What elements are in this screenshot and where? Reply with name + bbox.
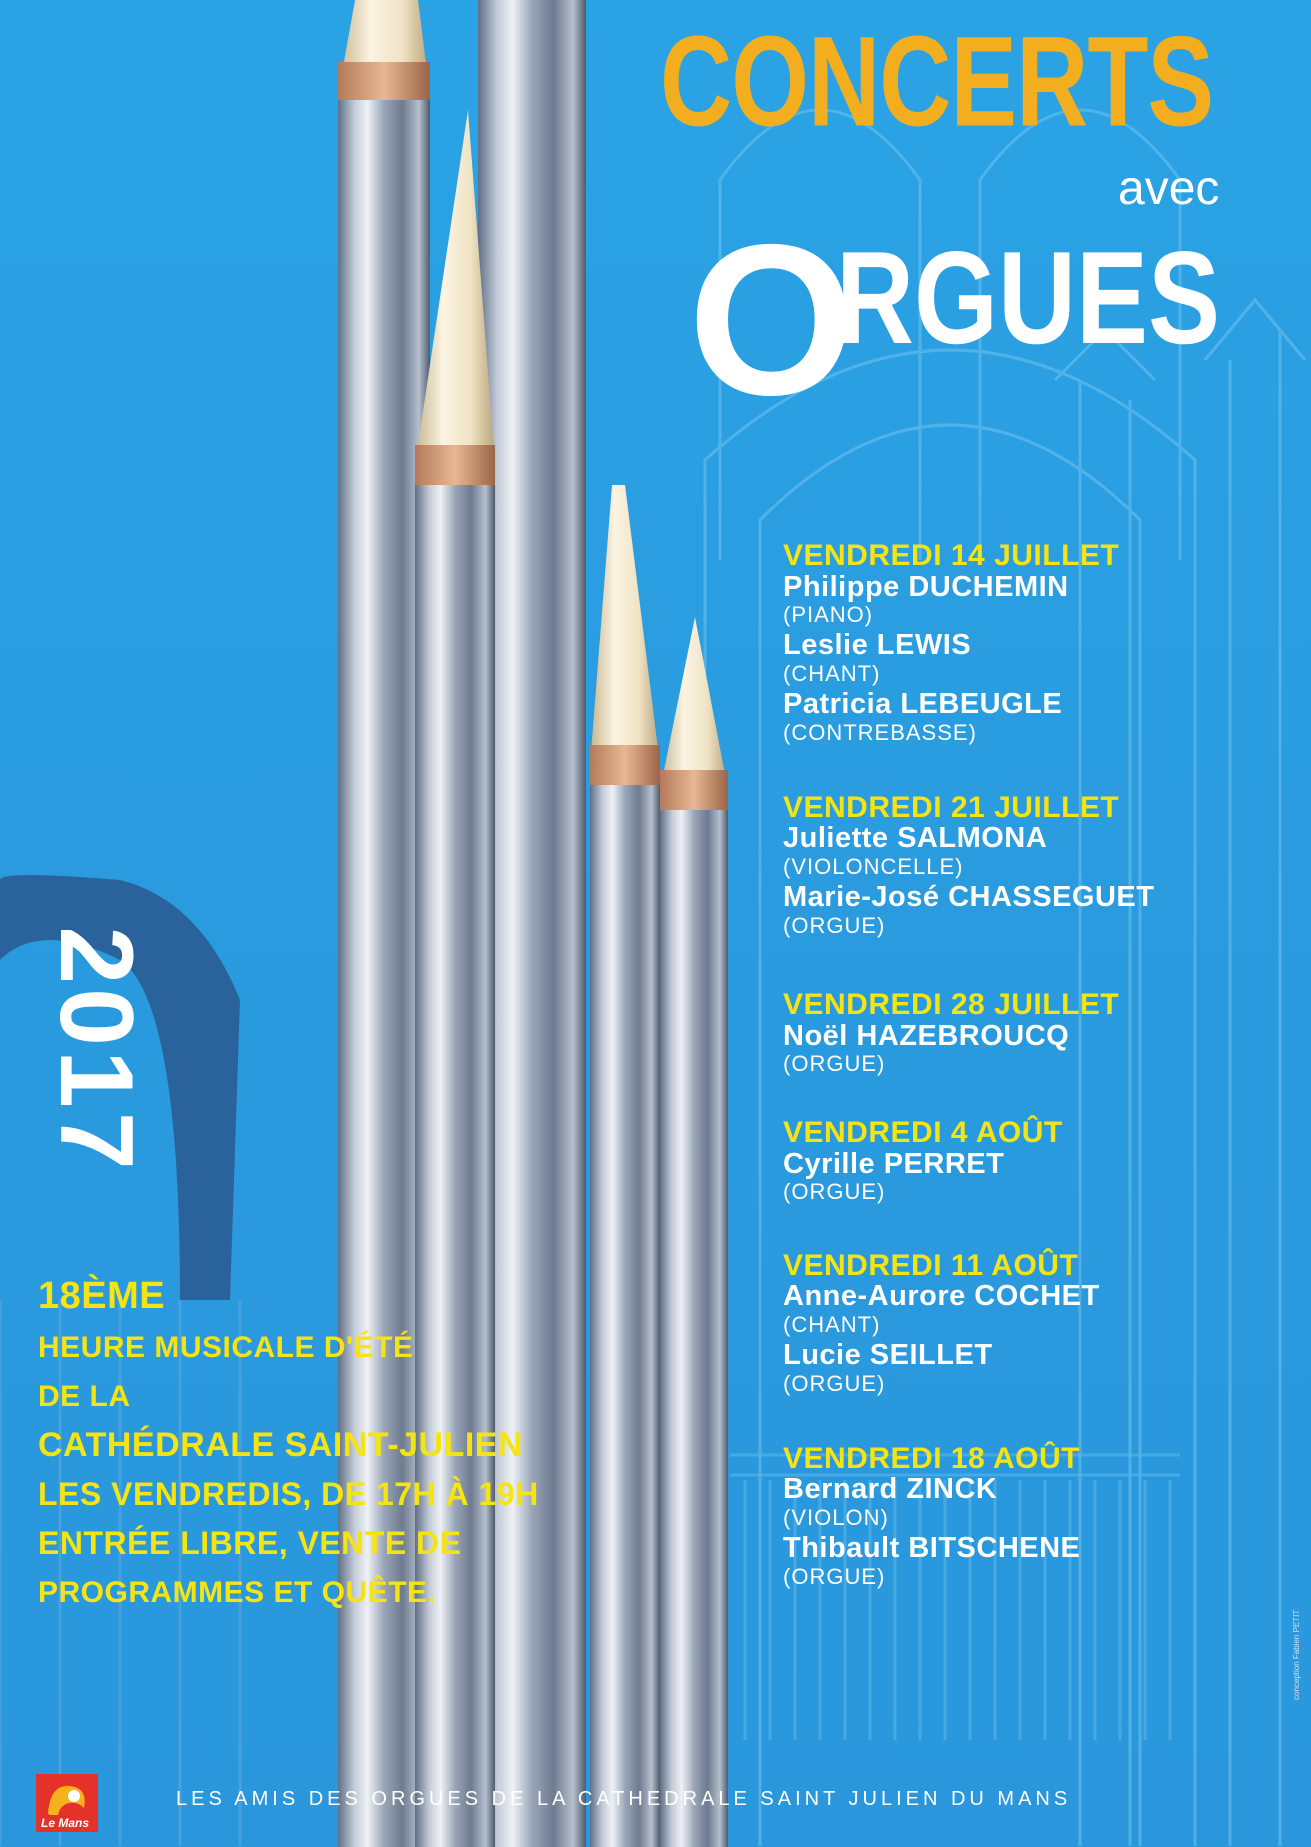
performer-role: (ORGUE)	[783, 1370, 886, 1396]
info-edition-text: 18ÈME	[38, 1275, 166, 1317]
performer-name: Lucie SEILLET	[783, 1339, 993, 1372]
performer-name: Bernard ZINCK	[783, 1473, 998, 1506]
info-line: ENTRÉE LIBRE, VENTE DE	[38, 1525, 462, 1561]
performer-name: Cyrille PERRET	[783, 1147, 1005, 1180]
event-11-aout	[783, 1250, 1293, 1397]
performer-role: (ORGUE)	[783, 1051, 886, 1077]
title-concerts: CONCERTS	[660, 10, 1214, 154]
performer-name: Marie-José CHASSEGUET	[783, 881, 1155, 914]
event-date: VENDREDI 4 AOÛT	[783, 1116, 1063, 1150]
title-avec: avec	[1118, 162, 1220, 215]
performer-role: (ORGUE)	[783, 1563, 886, 1589]
event-28-juillet	[783, 989, 1293, 1077]
performer-role: (CHANT)	[783, 1311, 881, 1337]
logo-text: Le Mans	[38, 1815, 92, 1831]
performer-role: (CONTREBASSE)	[783, 719, 977, 745]
info-line: HEURE MUSICALE D'ÉTÉ	[38, 1331, 414, 1364]
performer-role: (PIANO)	[783, 601, 874, 627]
performer-role: (CHANT)	[783, 660, 881, 686]
performer-name: Noël HAZEBROUCQ	[783, 1019, 1070, 1052]
performer-name: Thibault BITSCHENE	[783, 1532, 1081, 1565]
event-date: VENDREDI 28 JUILLET	[783, 988, 1120, 1022]
title-orgues-rest: RGUES	[836, 223, 1221, 372]
title-orgues-initial: O	[688, 199, 856, 440]
info-line: DE LA	[38, 1380, 131, 1413]
performer-role: (ORGUE)	[783, 912, 886, 938]
performer-name: Patricia LEBEUGLE	[783, 688, 1063, 721]
performer-role: (VIOLONCELLE)	[783, 853, 964, 879]
performer-name: Juliette SALMONA	[783, 822, 1048, 855]
performer-role: (ORGUE)	[783, 1179, 886, 1205]
year-vertical: 2017	[38, 926, 154, 1174]
info-edition	[38, 1272, 758, 1323]
design-credit: conception Fabien PETIT	[1292, 1609, 1301, 1700]
info-line: PROGRAMMES ET QUÊTE.	[38, 1576, 437, 1609]
event-21-juillet	[783, 792, 1293, 939]
event-info	[38, 1272, 758, 1617]
event-date: VENDREDI 18 AOÛT	[783, 1441, 1080, 1475]
event-date: VENDREDI 21 JUILLET	[783, 790, 1120, 824]
event-4-aout	[783, 1117, 1293, 1205]
performer-name: Leslie LEWIS	[783, 629, 972, 662]
event-18-aout	[783, 1443, 1293, 1590]
performer-name: Philippe DUCHEMIN	[783, 570, 1069, 603]
concert-program	[783, 540, 1293, 1592]
performer-role: (VIOLON)	[783, 1504, 889, 1530]
event-date: VENDREDI 14 JUILLET	[783, 539, 1120, 572]
event-14-juillet	[783, 540, 1293, 746]
info-line: CATHÉDRALE SAINT-JULIEN	[38, 1426, 523, 1464]
info-line: LES VENDREDIS, DE 17H À 19H	[38, 1476, 539, 1512]
event-date: VENDREDI 11 AOÛT	[783, 1248, 1079, 1282]
performer-name: Anne-Aurore COCHET	[783, 1280, 1100, 1313]
title-orgues	[688, 199, 1288, 440]
footer-organizer: LES AMIS DES ORGUES DE LA CATHEDRALE SAINT JULIEN DU MANS	[176, 1788, 1072, 1810]
